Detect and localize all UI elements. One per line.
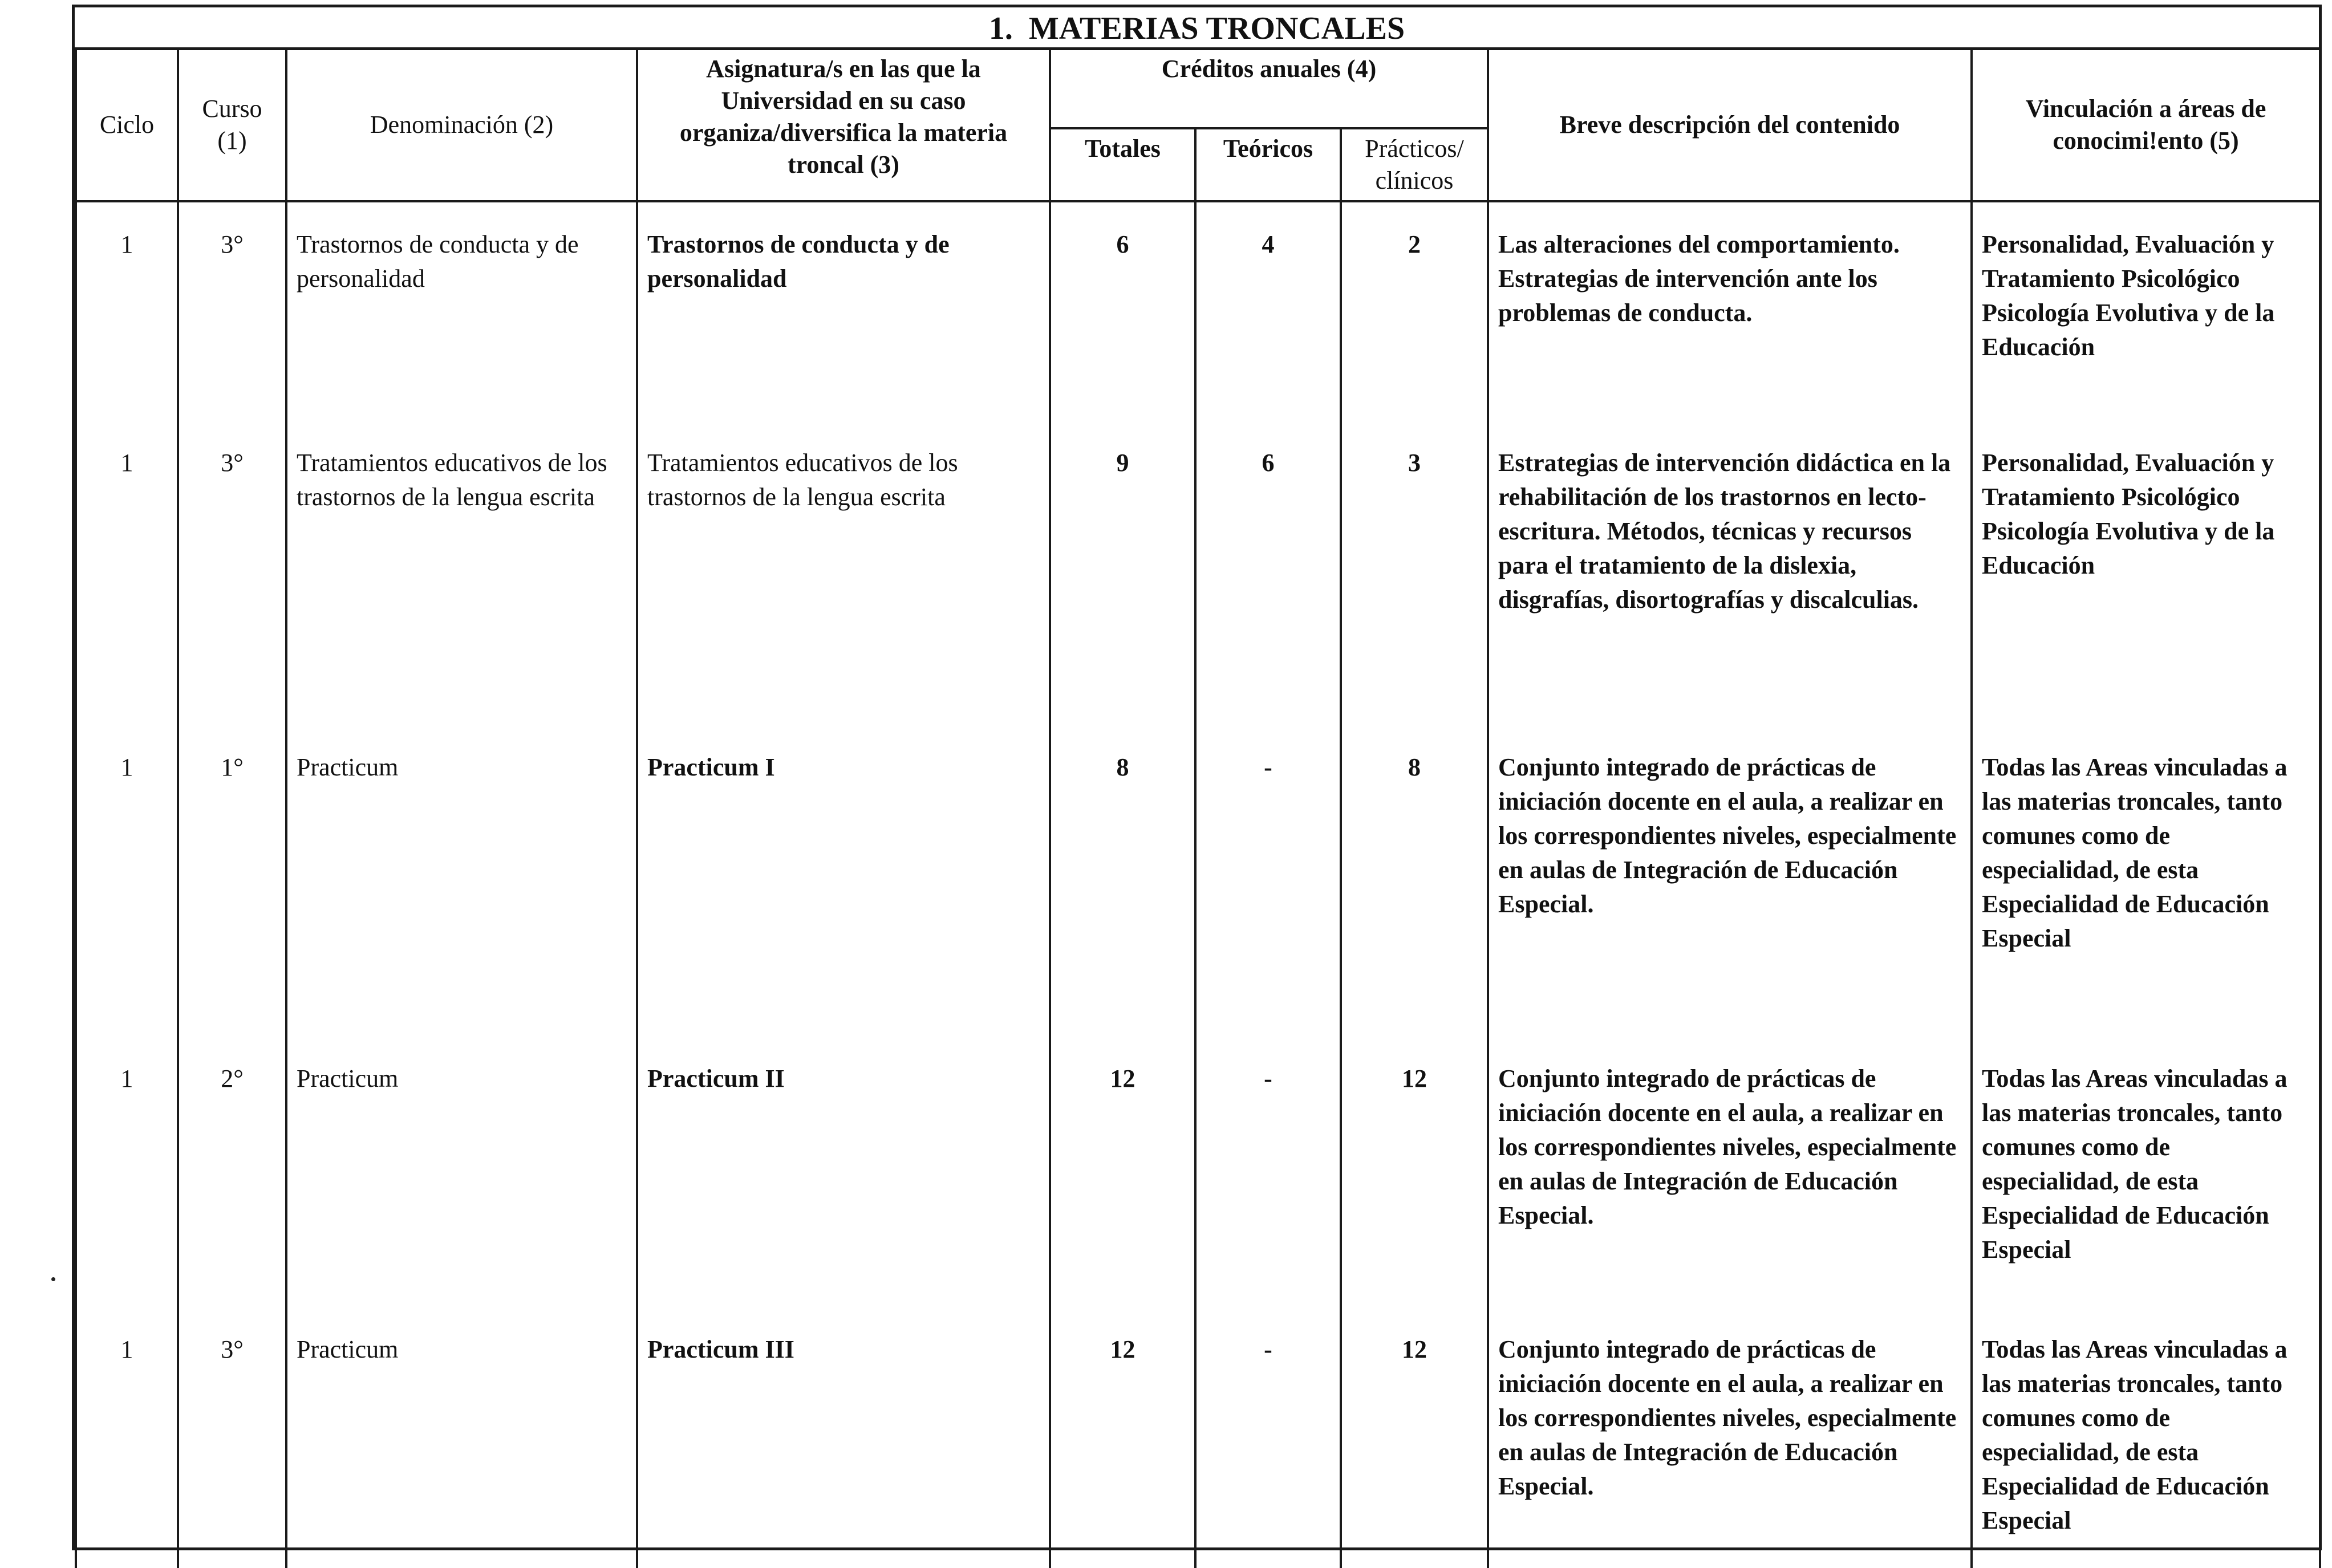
cell-asignatura: Practicum I bbox=[637, 734, 1050, 1042]
header-teoricos: Teóricos bbox=[1195, 128, 1341, 201]
document-sheet bbox=[72, 5, 2322, 1550]
cell-ciclo: 1 bbox=[76, 201, 178, 421]
header-denominacion: Denominación (2) bbox=[286, 48, 637, 201]
cell-curso: 3° bbox=[178, 1313, 286, 1568]
header-vinculacion: Vinculación a áreas de conocimi!ento (5) bbox=[1972, 48, 2320, 201]
scan-speck bbox=[51, 1277, 55, 1281]
table-row bbox=[76, 201, 2320, 421]
cell-practicos: 2 bbox=[1341, 201, 1488, 421]
cell-practicos: 3 bbox=[1341, 421, 1488, 734]
cell-teoricos: - bbox=[1195, 1042, 1341, 1313]
cell-teoricos: 6 bbox=[1195, 421, 1341, 734]
cell-teoricos: - bbox=[1195, 1313, 1341, 1568]
cell-denominacion: Trastornos de conducta y de personalidad bbox=[286, 201, 637, 421]
cell-totales: 12 bbox=[1050, 1042, 1195, 1313]
cell-curso: 3° bbox=[178, 201, 286, 421]
cell-vinculacion: Personalidad, Evaluación y Tratamiento Psicológico Psicología Evolutiva y de la Educación bbox=[1972, 201, 2320, 421]
cell-teoricos: - bbox=[1195, 734, 1341, 1042]
cell-denominacion: Practicum bbox=[286, 1313, 637, 1568]
materias-troncales-table bbox=[75, 47, 2321, 1568]
cell-descripcion: Conjunto integrado de prácticas de iniciación docente en el aula, a realizar en los correspondientes niveles, especialmente en aulas de Integración de Educación Especial. bbox=[1488, 1313, 1972, 1568]
cell-asignatura: Tratamientos educativos de los trastornos de la lengua escrita bbox=[637, 421, 1050, 734]
cell-teoricos: 4 bbox=[1195, 201, 1341, 421]
header-asignatura: Asignatura/s en las que la Universidad en su caso organiza/diversifica la materia troncal (3) bbox=[637, 48, 1050, 201]
cell-ciclo: 1 bbox=[76, 1042, 178, 1313]
table-row bbox=[76, 1042, 2320, 1313]
cell-totales: 12 bbox=[1050, 1313, 1195, 1568]
cell-asignatura: Practicum III bbox=[637, 1313, 1050, 1568]
cell-practicos: 12 bbox=[1341, 1042, 1488, 1313]
cell-descripcion: Conjunto integrado de prácticas de iniciación docente en el aula, a realizar en los correspondientes niveles, especialmente en aulas de Integración de Educación Especial. bbox=[1488, 1042, 1972, 1313]
header-descripcion: Breve descripción del contenido bbox=[1488, 48, 1972, 201]
cell-vinculacion: Todas las Areas vinculadas a las materias troncales, tanto comunes como de especialidad, de esta Especialidad de Educación Especial bbox=[1972, 734, 2320, 1042]
header-ciclo: Ciclo bbox=[76, 48, 178, 201]
table-row bbox=[76, 421, 2320, 734]
cell-totales: 6 bbox=[1050, 201, 1195, 421]
section-title bbox=[75, 7, 2319, 50]
header-creditos: Créditos anuales (4) bbox=[1050, 48, 1488, 128]
cell-practicos: 12 bbox=[1341, 1313, 1488, 1568]
header-curso: Curso (1) bbox=[178, 48, 286, 201]
cell-descripcion: Estrategias de intervención didáctica en la rehabilitación de los trastornos en lecto-escritura. Métodos, técnicas y recursos para el tratamiento de la dislexia, disgrafías, disortografías y discalculias. bbox=[1488, 421, 1972, 734]
cell-curso: 1° bbox=[178, 734, 286, 1042]
cell-curso: 2° bbox=[178, 1042, 286, 1313]
cell-vinculacion: Personalidad, Evaluación y Tratamiento Psicológico Psicología Evolutiva y de la Educación bbox=[1972, 421, 2320, 734]
cell-vinculacion: Todas las Areas vinculadas a las materias troncales, tanto comunes como de especialidad, de esta Especialidad de Educación Especial bbox=[1972, 1042, 2320, 1313]
cell-ciclo: 1 bbox=[76, 734, 178, 1042]
cell-practicos: 8 bbox=[1341, 734, 1488, 1042]
cell-denominacion: Practicum bbox=[286, 734, 637, 1042]
cell-vinculacion: Todas las Areas vinculadas a las materias troncales, tanto comunes como de especialidad, de esta Especialidad de Educación Especial bbox=[1972, 1313, 2320, 1568]
cell-ciclo: 1 bbox=[76, 1313, 178, 1568]
table-row bbox=[76, 734, 2320, 1042]
cell-denominacion: Practicum bbox=[286, 1042, 637, 1313]
cell-asignatura: Trastornos de conducta y de personalidad bbox=[637, 201, 1050, 421]
cell-totales: 9 bbox=[1050, 421, 1195, 734]
cell-curso: 3° bbox=[178, 421, 286, 734]
cell-denominacion: Tratamientos educativos de los trastornos de la lengua escrita bbox=[286, 421, 637, 734]
cell-asignatura: Practicum II bbox=[637, 1042, 1050, 1313]
header-practicos: Prácticos/ clínicos bbox=[1341, 128, 1488, 201]
section-title-text: MATERIAS TRONCALES bbox=[1028, 11, 1405, 46]
cell-descripcion: Las alteraciones del comportamiento. Estrategias de intervención ante los problemas de conducta. bbox=[1488, 201, 1972, 421]
section-title-number: 1. bbox=[988, 11, 1013, 46]
table-row bbox=[76, 1313, 2320, 1568]
cell-totales: 8 bbox=[1050, 734, 1195, 1042]
header-totales: Totales bbox=[1050, 128, 1195, 201]
cell-descripcion: Conjunto integrado de prácticas de iniciación docente en el aula, a realizar en los correspondientes niveles, especialmente en aulas de Integración de Educación Especial. bbox=[1488, 734, 1972, 1042]
cell-ciclo: 1 bbox=[76, 421, 178, 734]
